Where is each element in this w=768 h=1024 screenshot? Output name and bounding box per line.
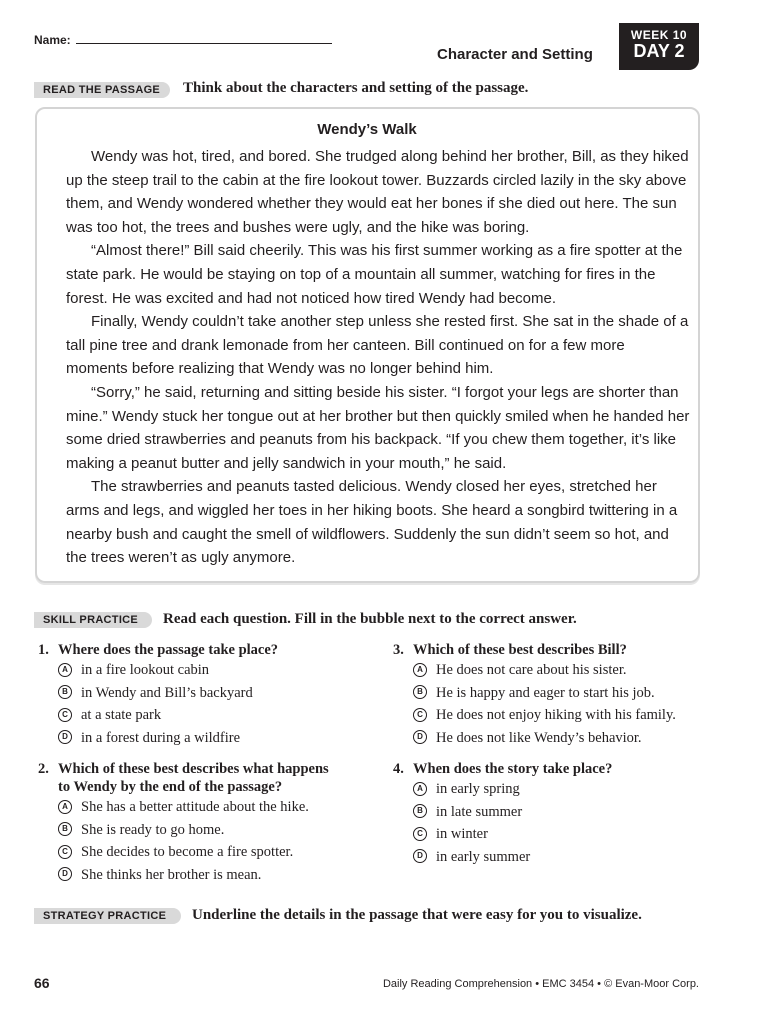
answer-option[interactable] xyxy=(38,841,329,864)
passage-title: Wendy’s Walk xyxy=(317,121,417,138)
answer-option[interactable] xyxy=(393,823,612,846)
page-number: 66 xyxy=(34,975,50,991)
passage-paragraph: “Sorry,” he said, returning and sitting beside his sister. “I forgot your legs are shorter than mine.” Wendy stuck her tongue out at her brother but then quickly smiled when he handed her some dried strawberries and peanuts from his backpack. “If you chew them together, it’s like making a peanut butter and jelly sandwich in your mouth,” he said. xyxy=(66,383,690,472)
passage-paragraph: “Almost there!” Bill said cheerily. This was his first summer working as a fire spotter at the state park. He would be staying on top of a mountain all summer, watching for fires in the forest. He was excited and had not noticed how tired Wendy had become. xyxy=(66,242,683,307)
answer-option[interactable] xyxy=(393,727,676,750)
bubble-d[interactable]: D xyxy=(58,867,72,881)
question-3 xyxy=(393,641,676,749)
bubble-a[interactable]: A xyxy=(58,800,72,814)
answer-option[interactable] xyxy=(393,659,676,682)
option-text: He is happy and eager to start his job. xyxy=(436,684,655,701)
question-number: 3. xyxy=(393,642,404,658)
answer-option[interactable] xyxy=(393,704,676,727)
read-passage-tag: READ THE PASSAGE xyxy=(34,82,170,98)
option-text: at a state park xyxy=(81,707,162,723)
strategy-practice-instruction: Underline the details in the passage that were easy for you to visualize. xyxy=(192,907,642,923)
question-text: Which of these best describes what happens xyxy=(58,761,329,777)
skill-practice-instruction: Read each question. Fill in the bubble next to the correct answer. xyxy=(163,611,577,627)
bubble-d[interactable]: D xyxy=(58,730,72,744)
passage-paragraph: Wendy was hot, tired, and bored. She trudged along behind her brother, Bill, as they hiked up the steep trail to the cabin at the fire lookout tower. Buzzards circled lazily in the sky above them, and Wendy wondered whether they would eat her bones if she died out here. The sun was too hot, the trees and bushes were ugly, and the hike was boring. xyxy=(66,148,689,236)
option-text: She has a better attitude about the hike. xyxy=(81,799,309,815)
option-text: in winter xyxy=(436,826,488,842)
option-text: She thinks her brother is mean. xyxy=(81,866,262,883)
skill-practice-tag: SKILL PRACTICE xyxy=(34,612,152,628)
question-number: 4. xyxy=(393,761,404,777)
answer-option[interactable] xyxy=(38,864,329,887)
answer-option[interactable] xyxy=(38,819,329,842)
option-text: in Wendy and Bill’s backyard xyxy=(81,684,253,701)
footer-credit: Daily Reading Comprehension • EMC 3454 • © Evan-Moor Corp. xyxy=(382,978,699,990)
option-text: in a forest during a wildfire xyxy=(81,729,241,746)
question-text: When does the story take place? xyxy=(413,761,613,777)
passage-paragraph: The strawberries and peanuts tasted delicious. Wendy closed her eyes, stretched her arms and legs, and wiggled her toes in her hiking boots. She heard a songbird twittering in a nearby bush and caught the smell of wildflowers. Suddenly the sun didn’t seem so hot, and the trees weren’t as ugly anymore. xyxy=(66,478,678,567)
option-text: He does not like Wendy’s behavior. xyxy=(436,729,642,746)
option-text: She decides to become a fire spotter. xyxy=(81,844,294,860)
passage-text xyxy=(66,145,690,570)
question-1 xyxy=(38,641,278,749)
answer-option[interactable] xyxy=(38,682,278,705)
option-text: in early spring xyxy=(436,781,520,797)
option-text: She is ready to go home. xyxy=(81,821,225,838)
bubble-c[interactable]: C xyxy=(413,827,427,841)
bubble-b[interactable]: B xyxy=(58,685,72,699)
bubble-d[interactable]: D xyxy=(413,849,427,863)
option-text: in early summer xyxy=(436,848,531,865)
week-day-badge xyxy=(619,23,699,70)
question-text: Which of these best describes Bill? xyxy=(413,642,627,658)
option-text: He does not care about his sister. xyxy=(436,662,627,678)
question-text: Where does the passage take place? xyxy=(58,642,279,658)
bubble-c[interactable]: C xyxy=(58,845,72,859)
bubble-a[interactable]: A xyxy=(58,663,72,677)
name-label: Name: xyxy=(34,33,71,47)
bubble-c[interactable]: C xyxy=(413,708,427,722)
section-title: Character and Setting xyxy=(437,46,593,63)
strategy-practice-tag: STRATEGY PRACTICE xyxy=(34,908,181,924)
answer-option[interactable] xyxy=(38,704,278,727)
bubble-a[interactable]: A xyxy=(413,663,427,677)
answer-option[interactable] xyxy=(38,796,329,819)
bubble-c[interactable]: C xyxy=(58,708,72,722)
bubble-a[interactable]: A xyxy=(413,782,427,796)
bubble-d[interactable]: D xyxy=(413,730,427,744)
answer-option[interactable] xyxy=(393,778,612,801)
bubble-b[interactable]: B xyxy=(413,685,427,699)
bubble-b[interactable]: B xyxy=(413,804,427,818)
question-number: 1. xyxy=(38,642,49,658)
answer-option[interactable] xyxy=(393,801,612,824)
option-text: He does not enjoy hiking with his family. xyxy=(436,707,676,723)
question-4 xyxy=(393,760,612,868)
day-label: DAY 2 xyxy=(633,41,685,61)
answer-option[interactable] xyxy=(393,846,612,869)
read-passage-instruction: Think about the characters and setting of the passage. xyxy=(183,80,529,96)
passage-paragraph: Finally, Wendy couldn’t take another step unless she rested first. She sat in the shade of a tall pine tree and drank lemonade from her canteen. Bill continued on for a few more moments before realizing that Wendy was no longer behind him. xyxy=(66,313,689,378)
answer-option[interactable] xyxy=(38,659,278,682)
question-2 xyxy=(38,760,329,886)
week-label: WEEK 10 xyxy=(630,28,688,42)
option-text: in late summer xyxy=(436,803,523,820)
question-number: 2. xyxy=(38,761,49,777)
answer-option[interactable] xyxy=(393,682,676,705)
name-line[interactable] xyxy=(76,43,332,44)
question-text-line-2: to Wendy by the end of the passage? xyxy=(58,779,283,795)
bubble-b[interactable]: B xyxy=(58,822,72,836)
answer-option[interactable] xyxy=(38,727,278,750)
option-text: in a fire lookout cabin xyxy=(81,662,210,678)
